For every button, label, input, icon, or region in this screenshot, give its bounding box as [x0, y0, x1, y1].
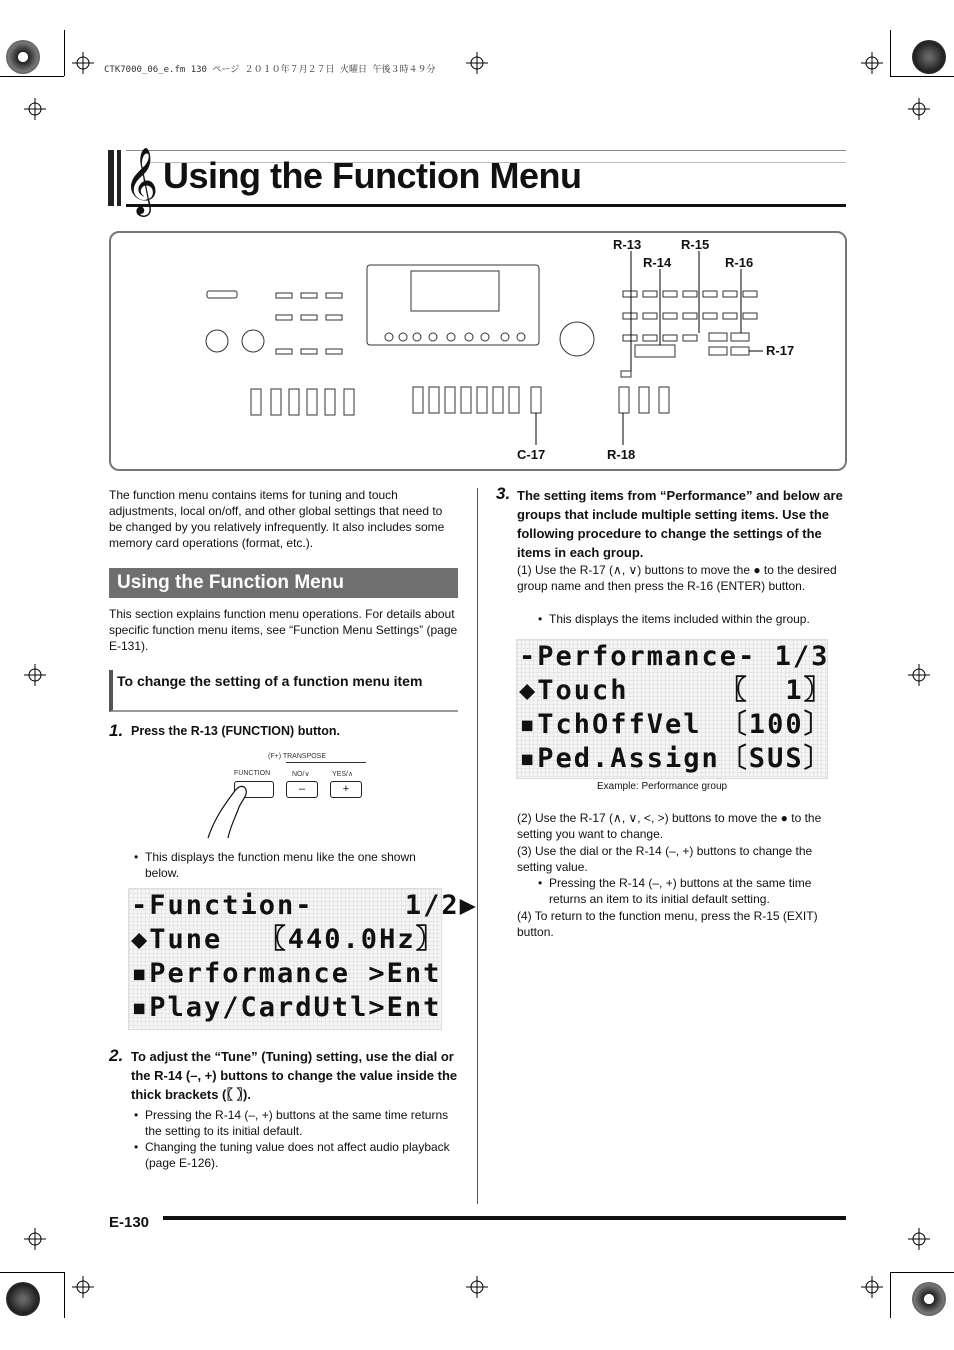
lcd-line: ▪TchOffVel 〔100〕	[519, 709, 833, 740]
function-menu-lcd	[128, 888, 478, 1030]
crop-mark	[890, 1272, 954, 1273]
registration-mark-icon	[24, 1228, 46, 1250]
callout-r17: R-17	[766, 343, 795, 358]
step-3-number: 3.	[496, 484, 511, 503]
step-2-text: To adjust the “Tune” (Tuning) setting, use the dial or the R-14 (–, +) buttons to change the value inside the thick brackets (〖 〗).	[131, 1049, 458, 1102]
crop-mark	[890, 1272, 891, 1318]
function-button-illustration	[204, 750, 374, 840]
sub-heading: To change the setting of a function menu item	[109, 670, 458, 712]
step-1-number: 1.	[109, 721, 124, 740]
registration-mark-icon	[24, 664, 46, 686]
step-3-text: The setting items from “Performance” and below are groups that include multiple setting items. Use the following procedure to change the settings of the items in each group.	[517, 488, 843, 560]
corner-target-icon	[6, 1282, 40, 1316]
section-heading: Using the Function Menu	[109, 568, 458, 598]
treble-clef-icon: 𝄞	[124, 146, 159, 214]
section-paragraph: This section explains function menu operations. For details about specific function menu items, see “Function Menu Settings” (page E-131).	[109, 607, 458, 653]
crop-mark	[890, 30, 891, 76]
transpose-label: (F+) TRANSPOSE	[268, 753, 327, 760]
step-3-sub-4: (4) To return to the function menu, press the R-15 (EXIT) button.	[517, 909, 818, 939]
registration-mark-icon	[908, 664, 930, 686]
step-3-sub-3: (3) Use the dial or the R-14 (–, +) buttons to change the setting value.	[517, 844, 813, 874]
lcd-line: ◆Touch 〖 1〗	[519, 675, 833, 706]
corner-target-icon	[912, 40, 946, 74]
callout-r13: R-13	[613, 237, 642, 252]
lcd-line: -Performance- 1/3	[519, 641, 830, 672]
transpose-bracket	[286, 762, 366, 763]
registration-mark-icon	[466, 52, 488, 74]
yes-label: YES/∧	[332, 771, 354, 778]
step-3-sub-1-bullet: • This displays the items included within the group.	[549, 611, 849, 627]
minus-button[interactable]: –	[286, 781, 318, 798]
crop-mark	[0, 76, 64, 77]
step-1-text: Press the R-13 (FUNCTION) button.	[131, 724, 341, 738]
lcd-caption: Example: Performance group	[597, 781, 728, 792]
lcd-line: ▪Play/CardUtl>Ent	[131, 992, 442, 1023]
column-divider	[477, 488, 478, 1204]
intro-paragraph: The function menu contains items for tuning and touch adjustments, local on/off, and other global settings that need to be changed by you relatively infrequently. It also includes some memory card operations (format, etc.).	[109, 488, 445, 550]
callout-c17: C-17	[517, 447, 546, 462]
keyboard-panel-diagram	[109, 231, 847, 471]
registration-mark-icon	[908, 98, 930, 120]
step-3-sub-1: (1) Use the R-17 (∧, ∨) buttons to move the ● to the desired group name and then press the R-16 (ENTER) button.	[517, 563, 837, 593]
crop-mark	[890, 76, 954, 77]
step-3-sub-3-bullet: • Pressing the R-14 (–, +) buttons at the same time returns an item to its initial default setting.	[549, 875, 844, 907]
step-2-bullet: • Changing the tuning value does not affect audio playback (page E-126).	[145, 1139, 450, 1171]
registration-mark-icon	[72, 52, 94, 74]
registration-mark-icon	[466, 1276, 488, 1298]
lcd-line: ◆Tune 〖440.0Hz〗	[131, 924, 445, 955]
plus-button[interactable]: +	[330, 781, 362, 798]
registration-mark-icon	[861, 1276, 883, 1298]
file-header-line: CTK7000_06_e.fm 130 ページ ２０１０年７月２７日 火曜日 午後３時４９分	[104, 65, 436, 75]
title-rule	[126, 204, 846, 207]
callout-r18: R-18	[607, 447, 636, 462]
lcd-line: ▪Ped.Assign〔SUS〕	[519, 743, 833, 774]
step-3-sub-2: (2) Use the R-17 (∧, ∨, <, >) buttons to move the ● to the setting you want to change.	[517, 811, 822, 841]
callout-r15: R-15	[681, 237, 710, 252]
step-1-bullet: • This displays the function menu like the one shown below.	[145, 849, 445, 881]
page-title: Using the Function Menu	[163, 155, 582, 196]
crop-mark	[64, 30, 65, 76]
step-2-number: 2.	[109, 1046, 124, 1065]
registration-mark-icon	[908, 1228, 930, 1250]
pressing-finger-icon	[204, 780, 264, 840]
page-number: E-130	[109, 1214, 150, 1231]
performance-group-lcd	[516, 639, 833, 779]
registration-mark-icon	[72, 1276, 94, 1298]
registration-mark-icon	[861, 52, 883, 74]
no-label: NO/∨	[292, 771, 310, 778]
callout-r16: R-16	[725, 255, 754, 270]
lcd-line: ▪Performance >Ent	[131, 958, 442, 989]
title-rule	[126, 150, 846, 151]
crop-mark	[0, 1272, 64, 1273]
lcd-line: -Function- 1/2▶	[131, 890, 478, 921]
corner-target-icon	[6, 40, 40, 74]
crop-mark	[64, 1272, 65, 1318]
corner-target-icon	[912, 1282, 946, 1316]
registration-mark-icon	[24, 98, 46, 120]
function-label: FUNCTION	[234, 770, 271, 777]
footer-rule	[163, 1216, 846, 1220]
step-2-bullet: • Pressing the R-14 (–, +) buttons at the same time returns the setting to its initial default.	[145, 1107, 450, 1139]
callout-r14: R-14	[643, 255, 672, 270]
